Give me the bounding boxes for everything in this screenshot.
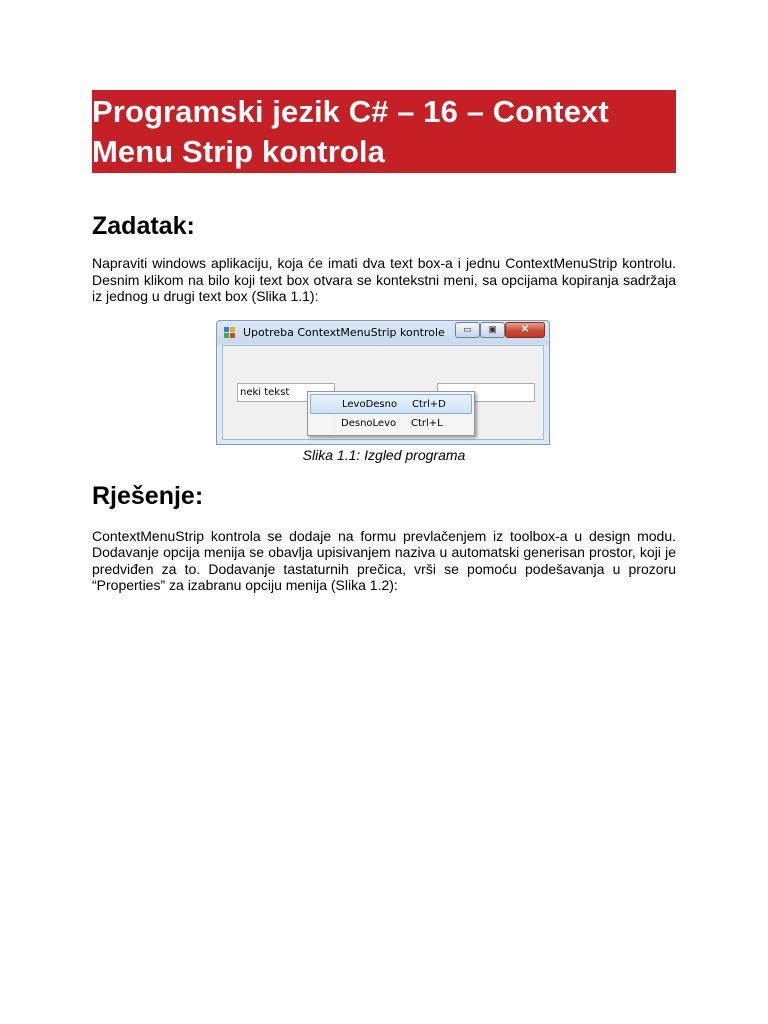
heading-rjesenje: Rješenje: xyxy=(92,481,204,510)
document-title: Programski jezik C# – 16 – Context Menu Strip kontrola xyxy=(92,90,676,173)
figure-caption: Slika 1.1: Izgled programa xyxy=(302,446,466,463)
close-icon: ✕ xyxy=(520,323,530,335)
menu-item-shortcut: Ctrl+L xyxy=(411,417,443,429)
close-button[interactable] xyxy=(505,322,545,338)
minimize-icon: ▭ xyxy=(463,324,472,334)
window-titlebar[interactable] xyxy=(217,321,549,345)
menu-item-shortcut: Ctrl+D xyxy=(412,398,446,410)
menu-item-label: LevoDesno xyxy=(342,398,398,410)
paragraph-rjesenje: ContextMenuStrip kontrola se dodaje na formu prevlačenjem iz toolbox-a u design modu. Dodavanje opcija menija se obavlja upisivanjem naziva u automatski generisan prostor, koji je predviđen za to. Dodavanje tastaturnih prečica, vrši se pomoću podešavanja u prozoru “Properties” za izabranu opciju menija (Slika 1.2): xyxy=(92,527,676,593)
heading-zadatak: Zadatak: xyxy=(92,212,195,240)
menu-item-desnolevo[interactable] xyxy=(310,414,472,434)
app-window xyxy=(216,320,550,445)
document-page xyxy=(92,90,676,594)
figure-program-window xyxy=(216,320,550,445)
maximize-icon: ▣ xyxy=(488,324,497,334)
app-icon xyxy=(224,327,236,339)
window-title: Upotreba ContextMenuStrip kontrole xyxy=(243,325,445,339)
minimize-button[interactable] xyxy=(455,322,480,338)
maximize-button[interactable] xyxy=(480,322,505,338)
menu-item-levodesno[interactable] xyxy=(310,394,472,414)
paragraph-zadatak: Napraviti windows aplikaciju, koja će imati dva text box-a i jednu ContextMenuStrip kontrolu. Desnim klikom na bilo koji text box otvara se kontekstni meni, sa opcijama kopiranja sadržaja iz jednog u drugi text box (Slika 1.1): xyxy=(92,255,676,304)
textbox-left[interactable]: neki tekst xyxy=(237,383,335,402)
context-menu xyxy=(307,391,475,436)
menu-item-label: DesnoLevo xyxy=(341,417,397,429)
